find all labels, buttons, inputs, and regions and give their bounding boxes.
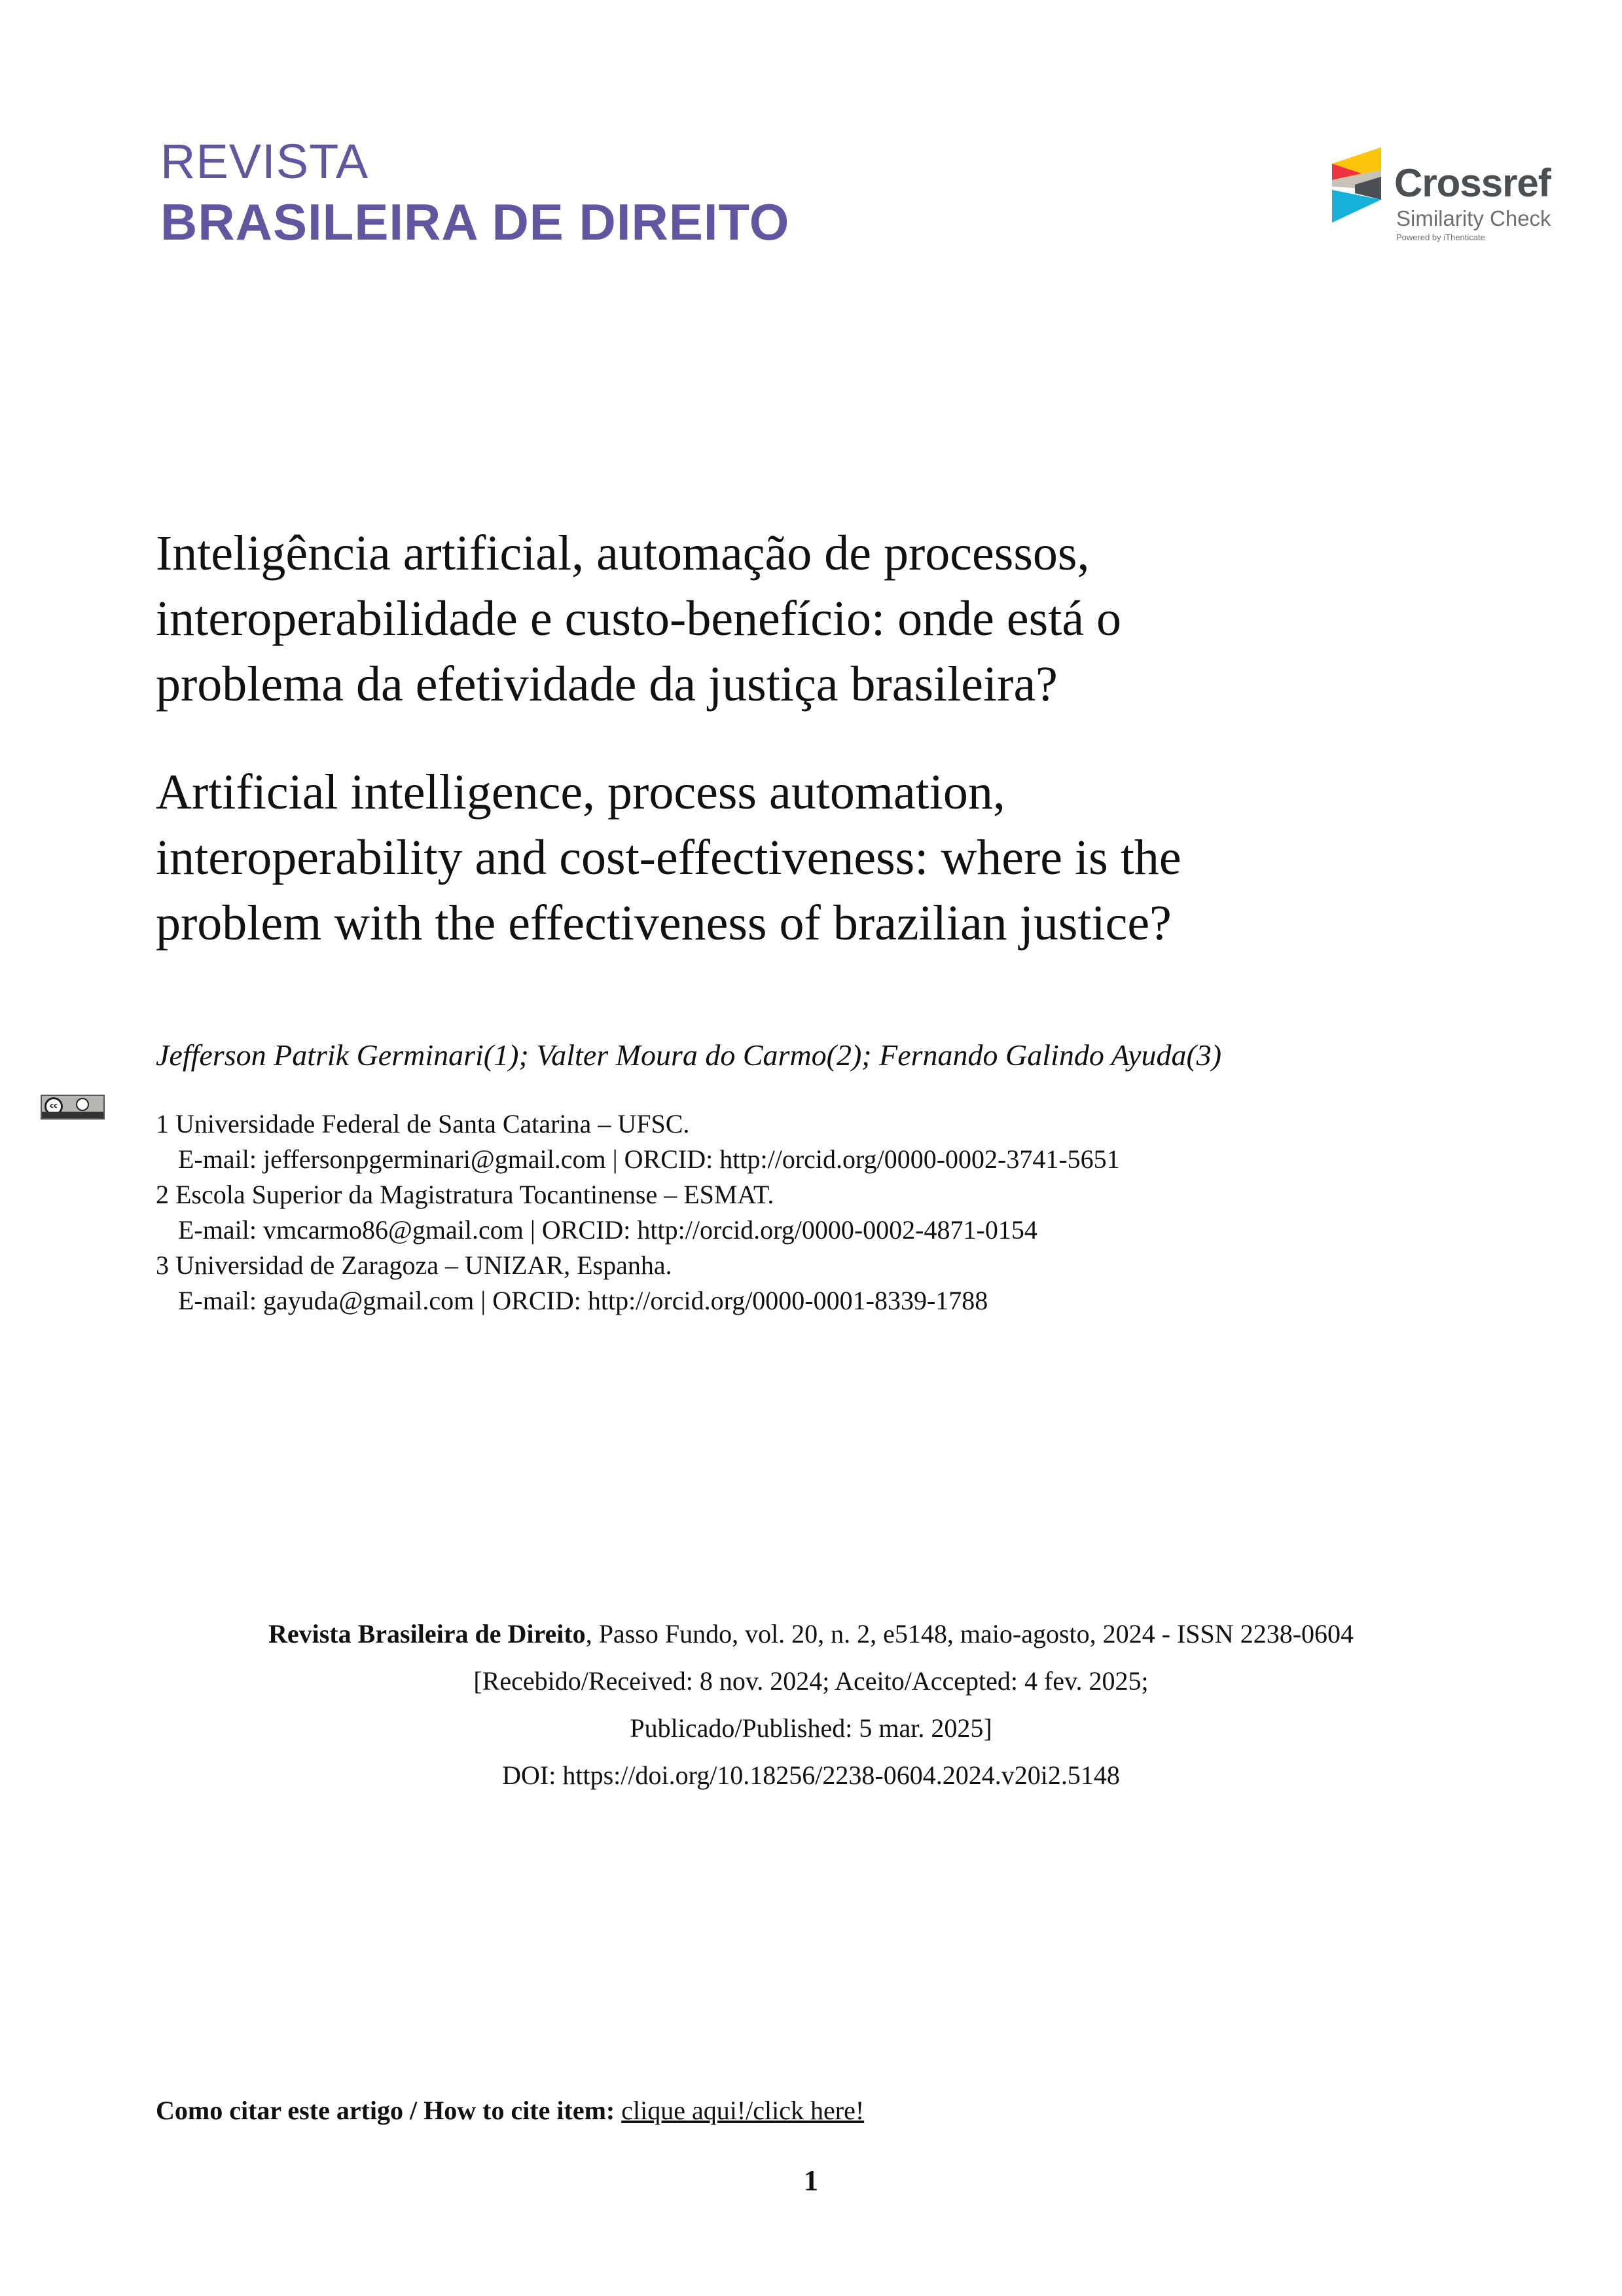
- title-en-line: problem with the effectiveness of brazilian justice?: [156, 896, 1172, 951]
- journal-logo-line2: BRASILEIRA DE DIREITO: [160, 193, 790, 251]
- journal-logo-line1: REVISTA: [160, 134, 369, 189]
- article-title-pt: [156, 520, 1334, 717]
- affiliation-institution: 3 Universidad de Zaragoza – UNIZAR, Espanha.: [156, 1250, 672, 1280]
- citation-line: [0, 1611, 1622, 1658]
- citation-journal-name: Revista Brasileira de Direito: [268, 1619, 586, 1649]
- title-en-line: interoperability and cost-effectiveness: where is the: [156, 830, 1181, 885]
- page-number: 1: [804, 2164, 818, 2196]
- attribution-icon: [76, 1098, 89, 1111]
- crossref-logo: [1329, 137, 1564, 252]
- title-pt-line: problema da efetividade da justiça brasileira?: [156, 657, 1058, 712]
- dates-line-1: [Recebido/Received: 8 nov. 2024; Aceito/Accepted: 4 fev. 2025;: [473, 1666, 1149, 1696]
- license-band: [42, 1112, 103, 1118]
- affiliation-institution: 1 Universidade Federal de Santa Catarina – UFSC.: [156, 1109, 690, 1139]
- citation-block: [0, 1611, 1622, 1799]
- title-pt-line: Inteligência artificial, automação de processos,: [156, 526, 1090, 581]
- citation-details: , Passo Fundo, vol. 20, n. 2, e5148, maio-agosto, 2024 - ISSN 2238-0604: [585, 1619, 1354, 1649]
- title-pt-line: interoperabilidade e custo-benefício: onde está o: [156, 591, 1122, 646]
- affiliation-contact: E-mail: jeffersonpgerminari@gmail.com | ORCID: http://orcid.org/0000-0002-3741-5651: [178, 1144, 1120, 1174]
- crossref-subtitle: Similarity Check: [1396, 206, 1551, 230]
- journal-logo: [160, 134, 789, 253]
- title-en-line: Artificial intelligence, process automation,: [156, 765, 1005, 820]
- how-to-cite-label: Como citar este artigo / How to cite item:: [156, 2096, 615, 2125]
- crossref-mark-icon: [1329, 144, 1388, 229]
- affiliation-contact: E-mail: gayuda@gmail.com | ORCID: http://orcid.org/0000-0001-8339-1788: [178, 1286, 988, 1315]
- affiliation-contact: E-mail: vmcarmo86@gmail.com | ORCID: http://orcid.org/0000-0002-4871-0154: [178, 1215, 1037, 1245]
- dates-line-2: Publicado/Published: 5 mar. 2025]: [630, 1713, 992, 1743]
- doi-link[interactable]: DOI: https://doi.org/10.18256/2238-0604.2024.v20i2.5148: [502, 1760, 1120, 1790]
- affiliation-institution: 2 Escola Superior da Magistratura Tocantinense – ESMAT.: [156, 1180, 774, 1209]
- crossref-name: Crossref: [1394, 161, 1551, 205]
- article-title-en: [156, 759, 1334, 956]
- cc-by-license-badge[interactable]: [41, 1095, 105, 1120]
- affiliations: [156, 1106, 1120, 1319]
- how-to-cite-link[interactable]: clique aqui!/click here!: [621, 2096, 865, 2125]
- crossref-powered-by: Powered by iThenticate: [1396, 232, 1485, 242]
- how-to-cite: [156, 2095, 864, 2126]
- authors: Jefferson Patrik Germinari(1); Valter Moura do Carmo(2); Fernando Galindo Ayuda(3): [156, 1038, 1222, 1072]
- creative-commons-icon: cc: [45, 1097, 63, 1116]
